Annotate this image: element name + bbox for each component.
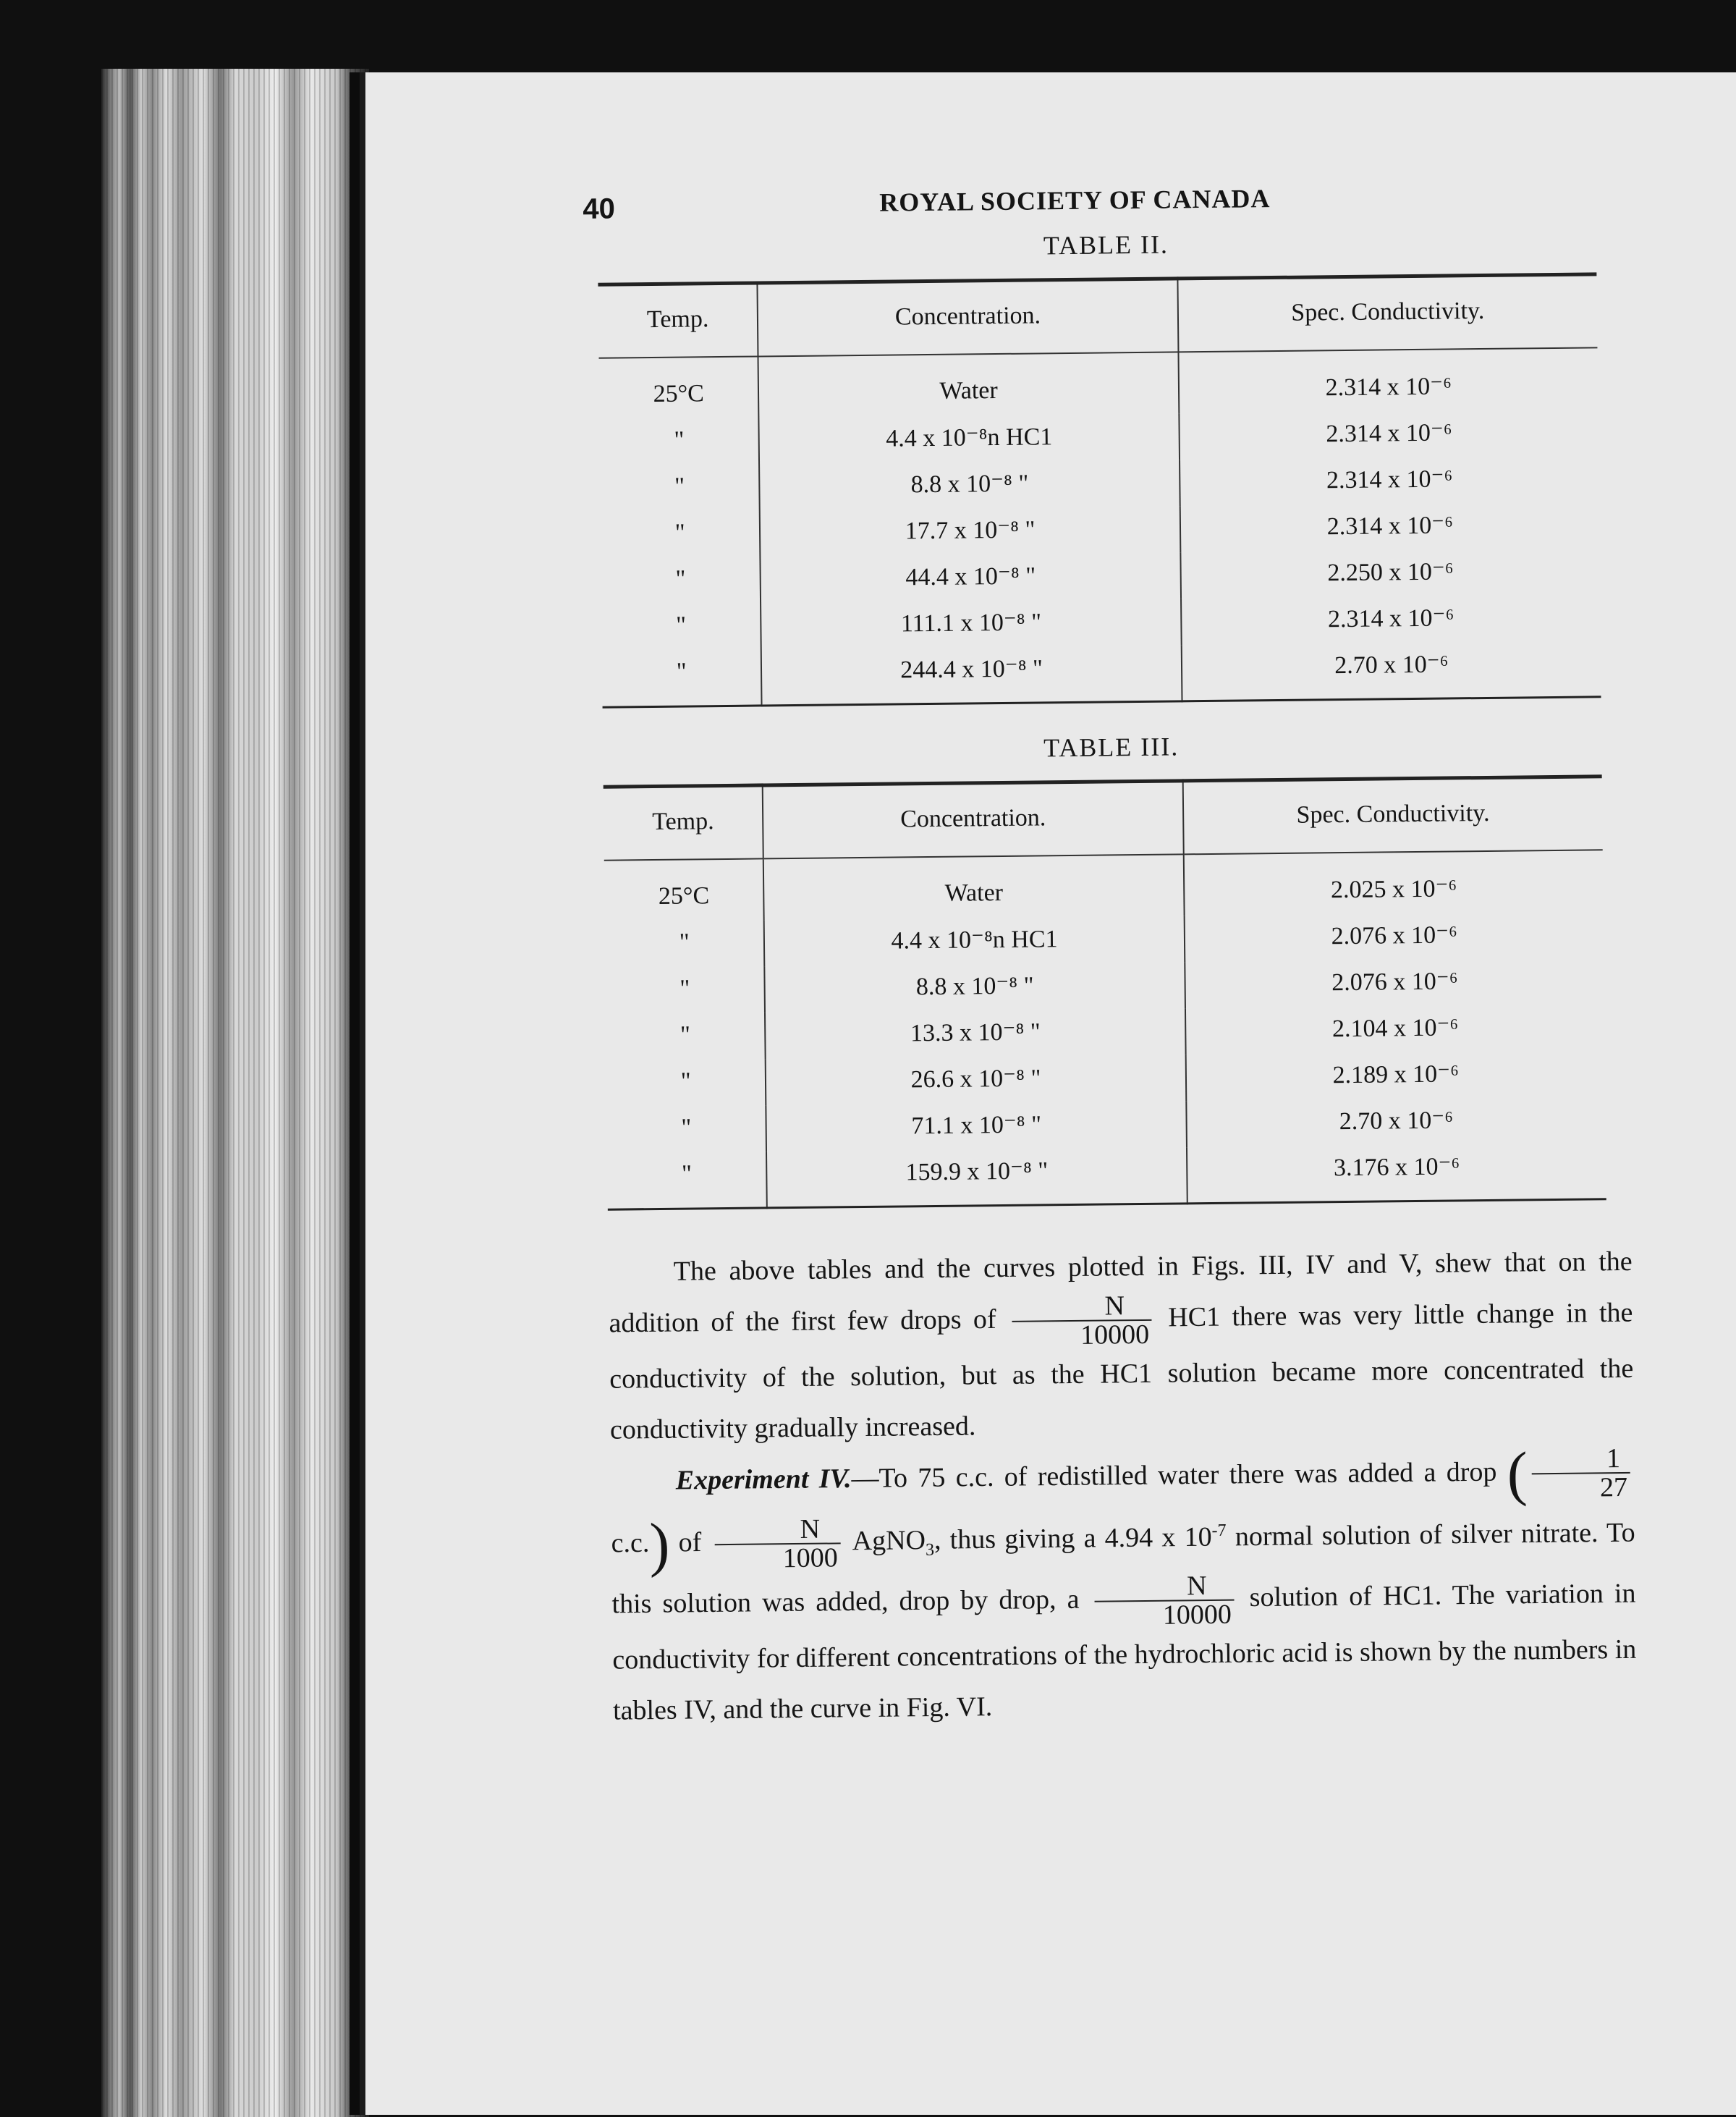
temp-cell: " <box>674 426 685 454</box>
page-content <box>583 174 1644 1736</box>
table-row <box>599 347 1599 419</box>
silver-nitrate-formula <box>852 1524 935 1560</box>
fraction-numerator: 1 <box>1531 1445 1630 1474</box>
table-3 <box>604 774 1606 1210</box>
temp-cell: " <box>675 565 686 593</box>
table-2 <box>598 272 1601 708</box>
table-2-title: TABLE II. <box>1043 229 1169 261</box>
journal-title: ROYAL SOCIETY OF CANADA <box>879 184 1271 217</box>
body-text <box>608 1236 1637 1736</box>
concentration-cell: 111.1 x 10⁻⁸ " <box>761 599 1181 649</box>
concentration-cell: 44.4 x 10⁻⁸ " <box>761 552 1181 603</box>
concentration-cell: 244.4 x 10⁻⁸ " <box>761 645 1182 706</box>
concentration-cell: 8.8 x 10⁻⁸ " <box>759 460 1180 510</box>
temp-cell: " <box>674 519 685 546</box>
temp-cell: 25°C <box>658 882 710 910</box>
fraction-denominator: 10000 <box>1162 1599 1232 1631</box>
fraction-numerator: N <box>1012 1292 1152 1322</box>
right-parenthesis: ) <box>648 1510 670 1579</box>
paragraph-2-text-e: normal solution of silver nitrate. To this solution was added, drop by drop, a <box>611 1517 1635 1620</box>
concentration-cell: 159.9 x 10⁻⁸ " <box>766 1147 1187 1208</box>
fraction-n-10000-second <box>1094 1572 1235 1630</box>
conductivity-cell: 2.314 x 10⁻⁶ <box>1326 465 1453 494</box>
fraction-denominator: 10000 <box>1080 1319 1150 1351</box>
concentration-cell: Water <box>763 854 1184 920</box>
table-2-header-concentration: Concentration. <box>758 279 1178 357</box>
concentration-cell: Water <box>758 352 1179 418</box>
left-parenthesis: ( <box>1507 1440 1528 1508</box>
temp-cell: 25°C <box>653 380 705 407</box>
temp-cell: " <box>675 612 687 639</box>
conductivity-cell: 2.025 x 10⁻⁶ <box>1330 875 1457 904</box>
conductivity-cell: 2.70 x 10⁻⁶ <box>1334 651 1449 680</box>
table-2-header-temp: Temp. <box>598 283 758 358</box>
paragraph-2-text-f: solution of HC1. The variation in conductivity for different concentrations of the hydrochloric acid is shown by the numbers in tables IV, and the curve in Fig. VI. <box>612 1578 1637 1726</box>
fraction-denominator: 27 <box>1599 1471 1628 1503</box>
paragraph-2-text-b: of <box>678 1527 702 1558</box>
fraction-numerator: N <box>1094 1572 1234 1602</box>
table-row <box>604 850 1604 921</box>
conductivity-cell: 2.189 x 10⁻⁶ <box>1332 1060 1460 1089</box>
temp-cell: " <box>680 1068 691 1095</box>
conductivity-cell: 2.314 x 10⁻⁶ <box>1325 373 1452 402</box>
conductivity-cell: 2.076 x 10⁻⁶ <box>1331 968 1458 997</box>
fraction-unit: c.c. <box>611 1527 650 1559</box>
table-3-title: TABLE III. <box>1043 732 1180 763</box>
page-number: 40 <box>583 193 616 225</box>
fraction-n-1000 <box>714 1515 841 1573</box>
conductivity-cell: 2.250 x 10⁻⁶ <box>1327 558 1454 587</box>
table-3-header-conductivity: Spec. Conductivity. <box>1182 777 1602 855</box>
concentration-cell: 4.4 x 10⁻⁸n HC1 <box>764 916 1185 966</box>
conductivity-cell: 2.314 x 10⁻⁶ <box>1326 512 1454 541</box>
fraction-n-10000 <box>1012 1292 1153 1350</box>
concentration-cell: 13.3 x 10⁻⁸ " <box>765 1008 1185 1059</box>
concentration-cell: 17.7 x 10⁻⁸ " <box>760 506 1180 557</box>
paragraph-1 <box>608 1236 1634 1455</box>
table-row <box>602 641 1601 707</box>
temp-cell: " <box>679 1021 691 1049</box>
conductivity-cell: 3.176 x 10⁻⁶ <box>1333 1153 1460 1182</box>
concentration-cell: 71.1 x 10⁻⁸ " <box>766 1101 1187 1152</box>
conductivity-cell: 2.314 x 10⁻⁶ <box>1326 419 1452 448</box>
temp-cell: " <box>681 1160 693 1188</box>
concentration-cell: 8.8 x 10⁻⁸ " <box>765 962 1185 1013</box>
conductivity-cell: 2.104 x 10⁻⁶ <box>1331 1014 1459 1043</box>
table-3-header-temp: Temp. <box>604 785 763 861</box>
paragraph-1-text-a: The above tables and the curves plotted in Figs. III, IV and V, shew that on the addition of the first few drops of <box>609 1246 1633 1339</box>
table-row <box>607 1143 1606 1209</box>
temp-cell: " <box>679 929 690 956</box>
paragraph-1-text-b: HC1 there was very little change in the conductivity of the solution, but as the HC1 solution became more concentrated the conductivity gradually increased. <box>609 1297 1634 1445</box>
conductivity-cell: 2.076 x 10⁻⁶ <box>1331 921 1458 950</box>
paragraph-2 <box>610 1440 1637 1736</box>
fraction-numerator: N <box>714 1515 840 1545</box>
concentration-cell: 26.6 x 10⁻⁸ " <box>766 1055 1186 1105</box>
temp-cell: " <box>681 1114 692 1141</box>
table-2-header-conductivity: Spec. Conductivity. <box>1177 274 1597 352</box>
book-page-edge-lines <box>101 69 369 2117</box>
paragraph-2-text-d: , thus giving a 4.94 x 10 <box>933 1521 1212 1555</box>
conductivity-cell: 2.314 x 10⁻⁶ <box>1327 604 1455 633</box>
formula-subscript: 3 <box>925 1540 935 1560</box>
conductivity-cell: 2.70 x 10⁻⁶ <box>1339 1107 1454 1136</box>
fraction-denominator: 1000 <box>782 1542 838 1574</box>
temp-cell: " <box>676 658 687 685</box>
paragraph-2-text-a: —To 75 c.c. of redistilled water there was added a drop <box>851 1456 1497 1494</box>
temp-cell: " <box>679 975 690 1002</box>
fraction-1-27 <box>1531 1445 1630 1502</box>
experiment-label: Experiment IV. <box>675 1463 852 1496</box>
temp-cell: " <box>674 473 685 500</box>
table-3-header-concentration: Concentration. <box>763 781 1183 859</box>
exponent: -7 <box>1211 1521 1227 1540</box>
concentration-cell: 4.4 x 10⁻⁸n HC1 <box>759 413 1180 464</box>
formula-text: AgNO <box>852 1524 926 1556</box>
